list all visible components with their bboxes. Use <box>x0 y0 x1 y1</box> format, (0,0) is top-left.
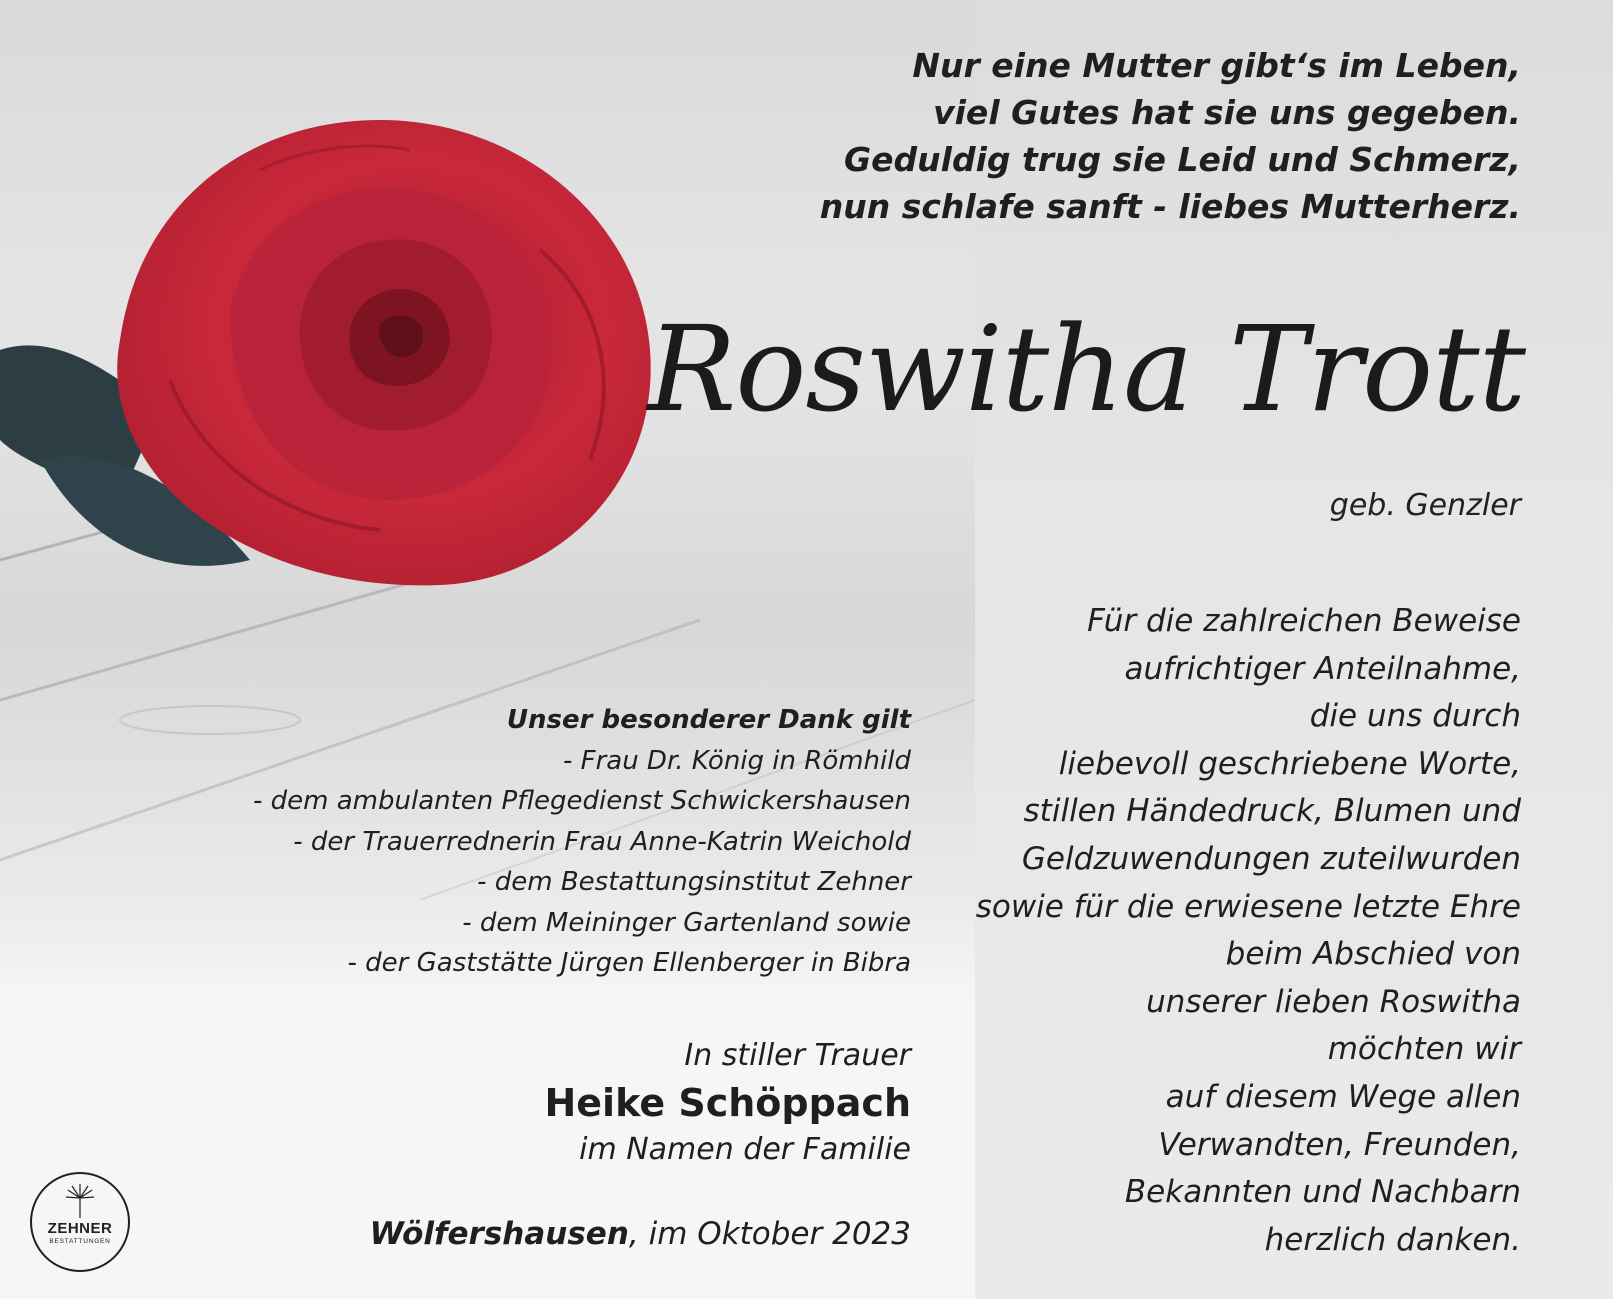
special-thanks-item: - dem Bestattungsinstitut Zehner <box>477 867 911 897</box>
thanks-line: aufrichtiger Anteilnahme, <box>1124 650 1521 687</box>
special-thanks-item: - der Trauerrednerin Frau Anne-Katrin Weichold <box>293 826 911 857</box>
thanks-line: auf diesem Wege allen <box>1165 1078 1521 1115</box>
logo-word: ZEHNER <box>47 1220 113 1237</box>
logo-subtitle: BESTATTUNGEN <box>49 1238 111 1245</box>
thanks-line: beim Abschied von <box>1225 936 1521 973</box>
mourners-block <box>544 1036 911 1170</box>
thanks-line: Geldzuwendungen zuteilwurden <box>1021 840 1521 877</box>
thanks-line: stillen Händedruck, Blumen und <box>1023 793 1521 830</box>
mourner-name: Heike Schöppach <box>544 1081 911 1125</box>
birth-name: geb. Genzler <box>1329 488 1521 523</box>
deceased-name: Roswitha Trott <box>647 300 1525 438</box>
special-thanks-heading: Unser besonderer Dank gilt <box>506 705 911 735</box>
poem-line: Nur eine Mutter gibt‘s im Leben, <box>912 46 1521 85</box>
on-behalf-text: im Namen der Familie <box>579 1132 911 1167</box>
special-thanks-item: - dem Meininger Gartenland sowie <box>462 907 911 938</box>
special-thanks-item: - Frau Dr. König in Römhild <box>562 745 911 776</box>
poem <box>820 42 1521 230</box>
place-name: Wölfershausen <box>369 1216 629 1252</box>
poem-line: nun schlafe sanft - liebes Mutterherz. <box>819 187 1521 226</box>
thanks-line: liebevoll geschriebene Worte, <box>1058 745 1521 782</box>
thanks-line: die uns durch <box>1309 698 1521 735</box>
thanks-line: möchten wir <box>1327 1031 1521 1068</box>
thanks-line: Für die zahlreichen Beweise <box>1087 603 1521 639</box>
thanks-line: sowie für die erwiesene letzte Ehre <box>975 888 1521 925</box>
special-thanks-item: - dem ambulanten Pflegedienst Schwickershausen <box>253 786 911 816</box>
place-date <box>370 1216 911 1252</box>
special-thanks <box>253 700 911 984</box>
red-rose-image <box>0 80 700 640</box>
dandelion-icon <box>65 1184 95 1218</box>
funeral-home-logo <box>30 1172 130 1272</box>
poem-line: Geduldig trug sie Leid und Schmerz, <box>844 140 1521 179</box>
thanks-line: Verwandten, Freunden, <box>1158 1126 1521 1163</box>
thanks-line: unserer lieben Roswitha <box>1146 983 1521 1020</box>
thanks-text <box>976 598 1521 1264</box>
thanks-line: Bekannten und Nachbarn <box>1124 1174 1521 1211</box>
special-thanks-item: - der Gaststätte Jürgen Ellenberger in Bibra <box>347 948 911 978</box>
poem-line: viel Gutes hat sie uns gegeben. <box>933 93 1521 132</box>
mourning-intro: In stiller Trauer <box>684 1038 911 1073</box>
thanks-line: herzlich danken. <box>1264 1221 1521 1258</box>
date-text: , im Oktober 2023 <box>628 1216 911 1252</box>
